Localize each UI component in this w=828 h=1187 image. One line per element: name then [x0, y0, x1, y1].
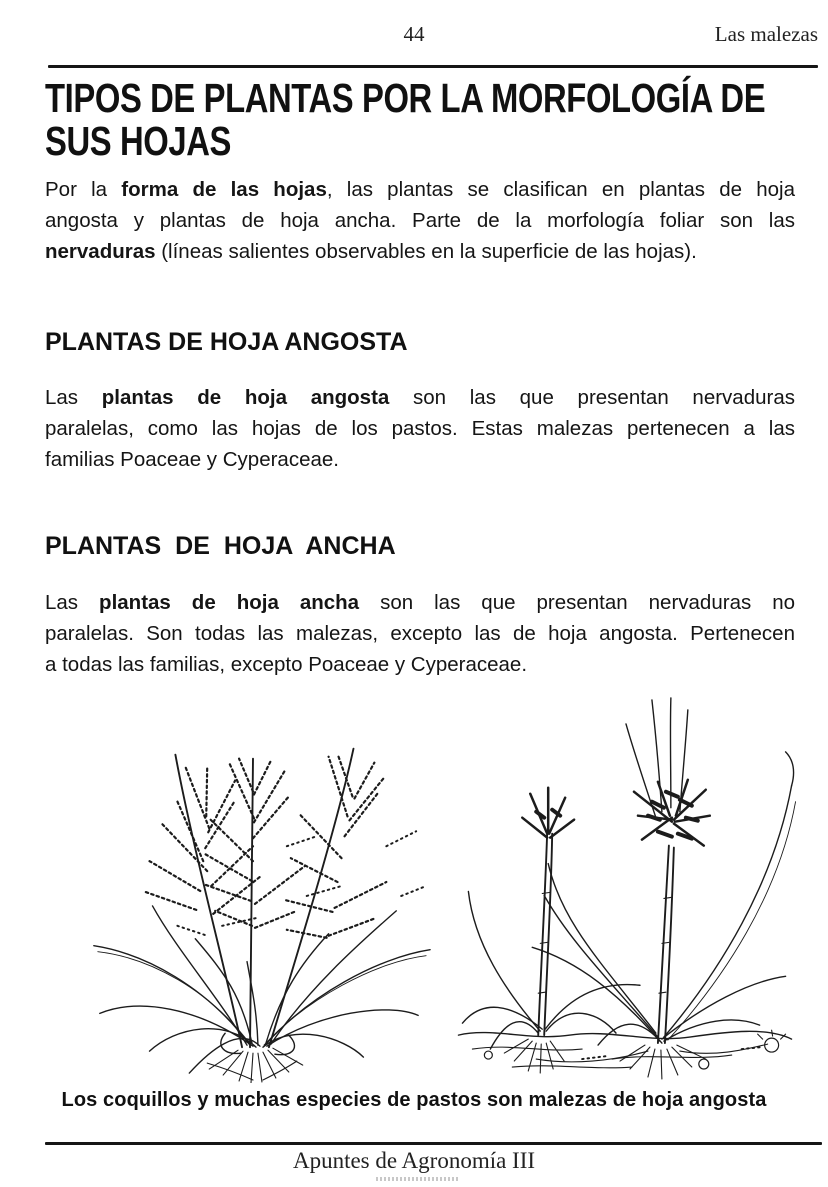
bold-term-nervaduras: nervaduras [45, 240, 156, 263]
text-segment: , las plantas se clasifican en plantas de hoja [326, 178, 795, 201]
text-segment: Las [45, 386, 102, 409]
header-rule [48, 65, 818, 68]
paragraph-line [45, 205, 795, 236]
micro-watermark [376, 1177, 460, 1181]
paragraph-line [45, 649, 795, 680]
figure-caption: Los coquillos y muchas especies de pastos son malezas de hoja angosta [61, 1089, 767, 1111]
seed-panicle-center [203, 759, 304, 928]
paragraph-line [45, 444, 795, 475]
bold-term-forma-de-las-hojas: forma de las hojas [121, 178, 327, 201]
nutsedge-illustration [452, 694, 797, 1081]
narrow-leaf-paragraph [45, 382, 795, 475]
main-title-line-2: SUS HOJAS [45, 118, 231, 164]
text-segment: Las [45, 591, 100, 614]
bold-term-plantas-de-hoja-ancha: plantas de hoja ancha [99, 591, 360, 614]
running-title: Las malezas [714, 22, 818, 46]
text-segment: Por la [45, 178, 122, 201]
grass-base-and-roots [207, 1033, 303, 1083]
footer-text: Apuntes de Agronomía III [292, 1148, 536, 1173]
broad-leaf-paragraph [45, 587, 795, 680]
paragraph-line [45, 174, 795, 205]
paragraph-line [45, 413, 795, 444]
intro-paragraph [45, 174, 795, 267]
text-segment: (líneas salientes observables en la superficie de las hojas). [155, 240, 697, 263]
section-heading-broad-leaf: PLANTAS DE HOJA ANCHA [45, 532, 396, 560]
text-segment: a todas las familias, excepto Poaceae y Cyperaceae. [45, 653, 528, 676]
scattered-seeds [177, 831, 426, 935]
spiky-seed-head [634, 780, 710, 846]
paragraph-line [45, 587, 795, 618]
footer-rule [45, 1142, 822, 1145]
right-sedge-plant [532, 698, 795, 1079]
text-segment: paralelas. Son todas las malezas, excepto las de hoja angosta. Pertenecen [45, 622, 795, 645]
seed-panicle-left [146, 767, 261, 914]
section-heading-narrow-leaf: PLANTAS DE HOJA ANGOSTA [45, 328, 408, 356]
main-title-line-1: TIPOS DE PLANTAS POR LA MORFOLOGÍA DE [45, 75, 766, 121]
text-segment: familias Poaceae y Cyperaceae. [45, 448, 339, 471]
grass-leaves [94, 906, 430, 1073]
text-segment: paralelas, como las hojas de los pastos. Estas malezas pertenecen a las [45, 417, 795, 440]
page-number: 44 [403, 22, 425, 46]
paragraph-line [45, 382, 795, 413]
bold-term-plantas-de-hoja-angosta: plantas de hoja angosta [101, 386, 390, 409]
text-segment: son las que presentan nervaduras [389, 386, 795, 409]
narrow-leaf-grass-illustration [58, 697, 446, 1083]
text-segment: angosta y plantas de hoja ancha. Parte de la morfología foliar son las [45, 209, 795, 232]
paragraph-line [45, 236, 795, 267]
paragraph-line [45, 618, 795, 649]
seed-panicle-right [285, 757, 386, 938]
text-segment: son las que presentan nervaduras no [359, 591, 796, 614]
